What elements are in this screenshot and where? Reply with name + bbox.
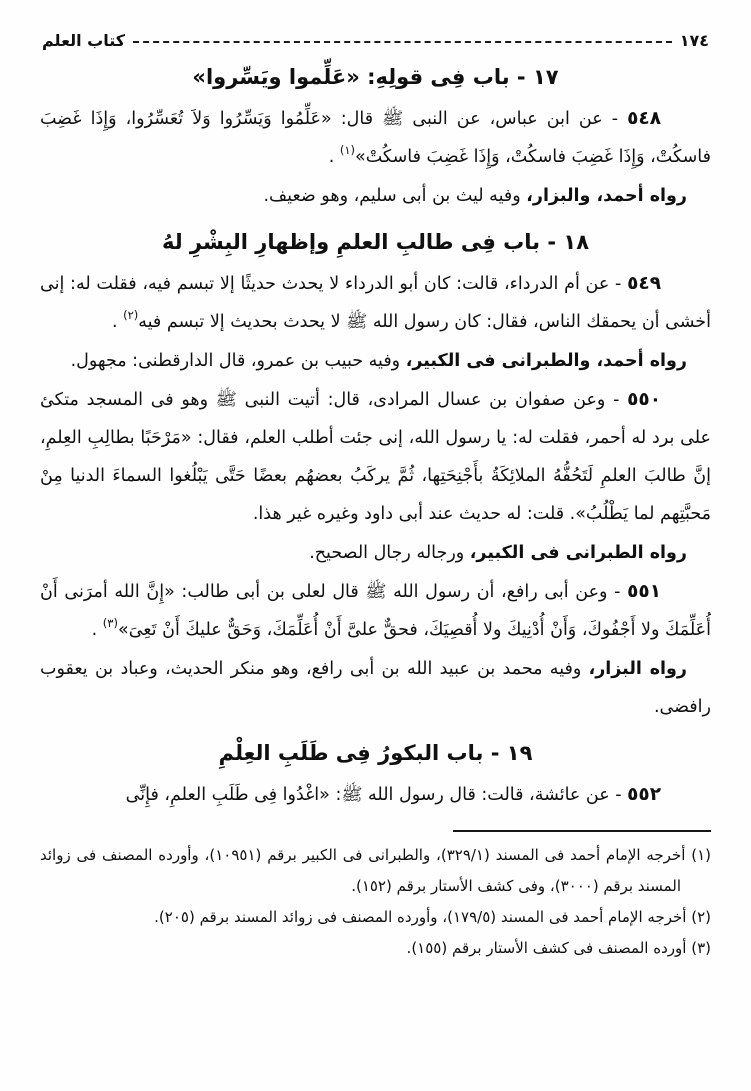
footnote-1 bbox=[40, 840, 711, 902]
hadith-550-text: - وعن صفوان بن عسال المرادى، قال: أتيت النبى ﷺ وهو فى المسجد متكئ على برد له أحمر، فقلت له: يا رسول الله، إنى جئت أطلب العلم، فقال: «مَرْحَبًا بطالِبِ العِلمِ، إنَّ طالبَ العلمِ لَتَحُفُّهُ الملائِكَةُ بأَجْنِحَتِها، ثُمَّ يركَبُ بعضهُم بعضًا حَتَّى يَبْلُغوا السماءَ الدنيا مِنْ مَحبَّتِهم لما يَطْلُبُ». قلت: له حديث عند أبى داود وغيره غير هذا. bbox=[40, 390, 711, 524]
attribution-551 bbox=[40, 650, 711, 726]
attribution-551-sources: رواه البزار، bbox=[588, 659, 687, 679]
hadith-552-number: ٥٥٢ bbox=[627, 784, 661, 805]
footnotes-section bbox=[40, 840, 711, 964]
hadith-548-tail: . bbox=[328, 147, 340, 167]
attribution-549 bbox=[40, 342, 711, 380]
footnote-3-marker: (٣) bbox=[691, 939, 711, 957]
footnote-ref-2: (٢) bbox=[123, 308, 139, 322]
chapter-17-heading: ١٧ - باب فِى قولِهِ: «عَلِّموا ويَسِّروا» bbox=[192, 65, 559, 89]
footnote-1-text: أخرجه الإمام أحمد فى المسند (٣٢٩/١)، والطبرانى فى الكبير برقم (١٠٩٥١)، وأورده المصنف فى زوائد المسند برقم (٣٠٠٠)، وفى كشف الأستار برقم (١٥٢). bbox=[40, 846, 686, 895]
footnote-ref-1: (١) bbox=[339, 143, 356, 157]
hadith-549-text: - عن أم الدرداء، قالت: كان أبو الدرداء لا يحدث حديثًا إلا تبسم فيه، فقلت له: إنى أخشى أن يحمقك الناس، فقال: كان رسول الله ﷺ لا يحدث بحديث إلا تبسم فيه bbox=[40, 274, 711, 332]
footnote-2-text: أخرجه الإمام أحمد فى المسند (١٧٩/٥)، وأورده المصنف فى زوائد المسند برقم (٢٠٥). bbox=[154, 908, 687, 926]
hadith-552-text: - عن عائشة، قالت: قال رسول الله ﷺ: «اغْدُوا فِى طَلَبِ العلمِ، فإِنِّى bbox=[125, 785, 622, 805]
footnote-separator bbox=[453, 830, 711, 832]
hadith-551-tail: . bbox=[91, 620, 103, 640]
hadith-551-number: ٥٥١ bbox=[627, 581, 661, 602]
chapter-18-heading: ١٨ - باب فِى طالبِ العلمِ وإظهارِ البِشْرِ لهُ bbox=[161, 230, 590, 254]
attribution-550 bbox=[40, 534, 711, 572]
hadith-551-text: - وعن أبى رافع، أن رسول الله ﷺ قال لعلى بن أبى طالب: «إِنَّ الله أمرَنى أَنْ أُعَلِّمَكَ ولا أَجْفُوكَ، وَأَنْ أُدْنِيكَ ولا أُقصِيَكَ، فحقٌّ علىَّ أَنْ أُعَلِّمَكَ، وَحَقٌّ عليكَ أَنْ تَعِىَ» bbox=[40, 582, 711, 640]
hadith-549-number: ٥٤٩ bbox=[627, 273, 661, 294]
attribution-549-sources: رواه أحمد، والطبرانى فى الكبير، bbox=[405, 351, 687, 371]
hadith-549 bbox=[40, 265, 711, 341]
footnote-2 bbox=[40, 902, 711, 933]
attribution-548-sources: رواه أحمد، والبزار، bbox=[526, 186, 687, 206]
chapter-19-heading: ١٩ - باب البكورُ فِى طَلَبِ العِلْمِ bbox=[218, 741, 533, 765]
attribution-548 bbox=[40, 177, 711, 215]
footnote-3 bbox=[40, 933, 711, 964]
attribution-550-sources: رواه الطبرانى فى الكبير، bbox=[469, 543, 687, 563]
hadith-548 bbox=[40, 100, 711, 176]
hadith-549-tail: . bbox=[111, 312, 124, 332]
hadith-548-number: ٥٤٨ bbox=[627, 108, 661, 129]
hadith-552 bbox=[40, 776, 711, 814]
footnote-ref-3: (٣) bbox=[102, 616, 118, 630]
hadith-550 bbox=[40, 381, 711, 533]
attribution-550-note: ورجاله رجال الصحيح. bbox=[309, 543, 470, 563]
footnote-3-text: أورده المصنف فى كشف الأستار برقم (١٥٥). bbox=[406, 939, 687, 957]
attribution-548-note: وفيه ليث بن أبى سليم، وهو ضعيف. bbox=[263, 186, 527, 206]
hadith-548-text: - عن ابن عباس، عن النبى ﷺ قال: «عَلِّمُوا وَيَسِّرُوا وَلاَ تُعَسِّرُوا، وَإِذَا غَضِبَ فاسكُتْ، وَإِذَا غَضِبَ فاسكُتْ، وَإِذَا غَضِبَ فاسكُتْ» bbox=[40, 109, 711, 167]
attribution-549-note: وفيه حبيب بن عمرو، قال الدارقطنى: مجهول. bbox=[70, 351, 406, 371]
running-header bbox=[40, 24, 711, 50]
page-number: ١٧٤ bbox=[679, 31, 709, 50]
book-title: كتاب العلم bbox=[42, 31, 126, 50]
header-dash-rule bbox=[133, 41, 672, 43]
hadith-551 bbox=[40, 573, 711, 649]
hadith-550-number: ٥٥٠ bbox=[627, 389, 661, 410]
attribution-551-note: وفيه محمد بن عبيد الله بن أبى رافع، وهو منكر الحديث، وعباد بن يعقوب رافضى. bbox=[40, 659, 711, 717]
footnote-2-marker: (٢) bbox=[691, 908, 711, 926]
footnote-1-marker: (١) bbox=[691, 846, 711, 864]
